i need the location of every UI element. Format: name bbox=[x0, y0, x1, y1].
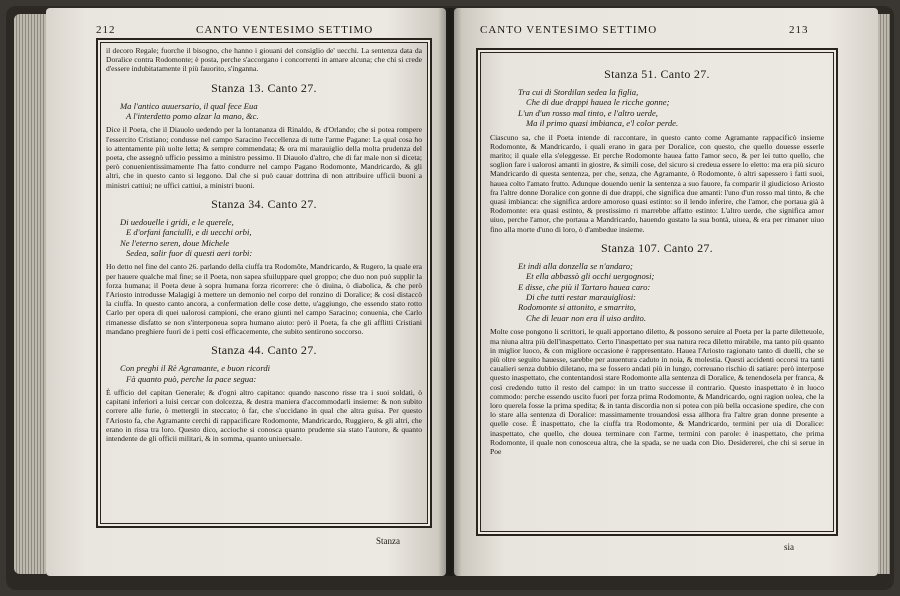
right-running-head: CANTO VENTESIMO SETTIMO bbox=[480, 24, 658, 36]
stanza-heading: Stanza 44. Canto 27. bbox=[211, 343, 317, 358]
verse-line: Di uedouelle i gridi, e le querele, bbox=[120, 216, 234, 227]
right-page-edges bbox=[878, 14, 890, 574]
verse-line: Et ella abbassò gli occhi uergognosi; bbox=[526, 271, 655, 282]
stanza-heading: Stanza 13. Canto 27. bbox=[211, 80, 317, 95]
verse-line: Che di leuar non era il uiso ardito. bbox=[526, 312, 646, 323]
commentary-prose: Dice il Poeta, che il Diauolo uedendo per la lontananza di Rinaldo, & d'Orlando; che si potea rompere l'essercito Cristiano; condusse nel campo Saracino l'eccellenza di tutte l'arme Pagane: La qual cosa ho io attentamente più uolte letta; & sempre commendata; & ora mi marauiglio della molta prudenza del poeta, che assegnò ufficio pessimo a ministro pessimo. Il Diauolo d'altro, che di far male non si diceta; però conuenientissimamente l'ha fatto condurre nel campo Pagano Rodomonte, Mandricardo, & gli altri, che in questo canto si leggono. Dal che si può cauar dottrina di non attribuire ufficii buoni a ministri cattiui; ne uffici cattiui, a ministri buoni. bbox=[106, 125, 422, 190]
verse-line: Ne l'eterno seren, doue Michele bbox=[120, 237, 230, 248]
verse-line: Che di due drappi hauea le ricche gonne; bbox=[526, 97, 670, 108]
verse-line: E d'orfani fanciulli, e di uecchi orbi, bbox=[126, 227, 252, 238]
verse-line: Di che tutti restar marauigliosi: bbox=[526, 292, 636, 303]
commentary-prose: Molte cose pongono li scrittori, le quali apportano diletto, & possono seruire al Poeta per la parte diletteuole, ma niuna altra più dell'inaspettato. Certo l'inaspettato per sua natura reca diletto mirabile, ma tanto più quanto in miglior luoco, & con migliore occasione è rappresentato. Hauea l'Ariosto ragionato tanto di duelli, che se più oltre seguito hauesse, sarebbe per auuentura caduto in noia, & molestia. Questi accidenti occorsi tra tanti caualieri senza dubbio diletano, ma se fossero andati più in lungo, correuano rischio di satiare: però interpose questo inaspettato, che contentandosi stare Rodomonte alla sentenza di Doralice, & tenendosela per franca, & così credendo tutto il resto del campo: in un tratto successe il contrario. Questo inaspettato è in luoco commodo: perche essendo uscito fuori per forza prima Rodomonte, & Mandricardo, ogni ragion uolea, che la loro querela fosse la prima spedita; & in tanta discordia non si potea con più bella occasione spedire, che con lo stare alla sentenza di Doralice: massimamente trouandosi essa allhora fra l'altre gran donne presente a quelle cose. È inaspettato, che la ciuffa tra Rodomonte, & Mandricardo, termini per uia di Doralice: inaspettato, che quello, che douea terminare con l'arme, termini con parole: è inaspettato, che prima Rodomonte, il quale non conosceua altra, che la spada, se ne uada con Dio. Desidererei, che chi si serue in Poe bbox=[490, 327, 824, 456]
right-catchword: sia bbox=[784, 542, 794, 552]
stanza-verse bbox=[106, 101, 422, 122]
commentary-prose: Ciascuno sa, che il Poeta intende di raccontare, in questo canto come Agramante rappacificò insieme Rodomonte, & Mandricardo, i quali erano in gara per Doralice, con questo, che quello douesse esserle marito; il quale ella s'eleggesse. Et perche Rodomonte hauea fatto l'amor seco, & per lei tutto quello, che soglion fare i ualorosi amanti in giostre, & simili cose, del sicuro si credeua essere lo eletto: ma era più sicuro Mandricardo di questa sentenza, per che, senza, che Agramante, ò Rodomonte, ò altri sapessero i fatti suoi, hauea colto l'amato frutto. Adunque douendo uenir la sentenza a suo fauore, fa comparir il giudicioso Ariosto fra l'altre donne Doralice con gonne di due drappi, che significa due amanti: l'uno d'un rosso mal tinto, & che quasi imbianca: che significa ardore amoroso quasi estinto: so il lendo inferire, che l'amor, che portaua già à Rodomonte: era quasi estinto, & prestissimo ri marrebbe affatto estinto: L'altro uerde, che significa amor uiuo, perche l'amor, che portaua a Mandricardo, hauendo gustato la sua bontà, uiuea, & era per rimaner uiuo fino alla morte d'uno di loro, ò d'ambedue insieme. bbox=[490, 132, 824, 234]
verse-line: L'un d'un rosso mal tinto, e l'altro uerde, bbox=[518, 107, 658, 118]
verse-line: A l'interdetto pomo alzar la mano, &c. bbox=[126, 111, 259, 122]
left-page-edges bbox=[14, 14, 46, 574]
verse-line: Con preghi il Rè Agramante, e buon ricordi bbox=[120, 363, 271, 374]
left-page-number: 212 bbox=[96, 24, 116, 36]
commentary-prose: È ufficio del capitan Generale; & d'ogni altro capitano: quando nascono risse tra i suoi soldati, ò capitani inferiori a luisì cercar con dolcezza, & destra maniera d'accommodarli insieme: & non subito correre alle furie, ò mettergli in steccato; ò far, che s'uccidano in qual che altra guisa. Per questo l'Ariosto fa, che Agramante cerchi di rappacificare Rodomonte, Mandricardo, Ruggiero, & gli altri, che erano in rissa tra loro. Questo dico, accioche si conosca quanto prudente sia stato l'autore, & quanto intendente de gli officii militari, & in somma, quanto uniuersale. bbox=[106, 387, 422, 443]
stanza-heading: Stanza 34. Canto 27. bbox=[211, 196, 317, 211]
stanza-heading: Stanza 107. Canto 27. bbox=[601, 240, 713, 255]
left-page bbox=[46, 8, 446, 576]
left-catchword: Stanza bbox=[376, 536, 400, 546]
verse-line: Rodomonte si attonito, e smarrito, bbox=[518, 302, 636, 313]
verse-line: Ma il primo quasi imbianca, e'l color perde. bbox=[526, 118, 679, 129]
verse-line: Ma l'antico auuersario, il qual fece Eua bbox=[120, 100, 258, 111]
stanza-verse bbox=[106, 217, 422, 259]
verse-line: Tra cui di Stordilan sedea la figlia, bbox=[518, 87, 639, 97]
stanza-verse bbox=[490, 261, 824, 323]
right-text-frame bbox=[476, 48, 838, 536]
stanza-heading: Stanza 51. Canto 27. bbox=[604, 67, 710, 81]
stanza-verse bbox=[106, 363, 422, 384]
stanza-verse bbox=[490, 87, 824, 129]
book-gutter bbox=[438, 8, 462, 576]
verse-line: E disse, che più il Tartaro hauea caro: bbox=[518, 281, 651, 292]
right-page-number: 213 bbox=[789, 24, 809, 36]
left-running-head: CANTO VENTESIMO SETTIMO bbox=[196, 24, 374, 36]
right-page bbox=[454, 8, 878, 576]
verse-line: Sedea, salir fuor di questi aeri torbi: bbox=[126, 248, 253, 259]
verse-line: Fà quanto può, perche la pace segua: bbox=[126, 373, 257, 384]
verse-line: Et indi alla donzella se n'andaro; bbox=[518, 260, 633, 271]
left-intro-prose: il decoro Regale; fuorche il bisogno, che hanno i giouani del consiglio de' uecchi. La sentenza data da Doralice contra Rodomonte; è posta, perche s'accorgano i concorrenti in amare alcuna; che chi si crede d'essere indubitatamente il più fauorito, s'inganna. bbox=[106, 46, 422, 74]
left-text-frame bbox=[96, 38, 432, 528]
commentary-prose: Ho detto nel fine del canto 26. parlando della ciuffa tra Rodomôte, Mandricardo, & Rugero, la quale era per hauere qualche mal fine; se il Poeta, non sapea sfuiluppare quel groppo; che duo non può supplir la forza humana; il Poeta deue à sopra humana forza ricorrere: che ò diuina, ò diabolica, & che però l'Ariosto introdusse Malagigi à mettere un demonio nel corpo del ronzino di Doralice; & così distaccò la ciuffa. In questo canto ancora, a confermation delle cose dette, u'aggiungo, che essendo stato rotto Carlo per opera di quei ualorosi campioni, che erano giunti nel campo Saracino; conuenia, che Carlo rimanesse disfatto se non s'interponeua sopra humano aiuto: però il Poeta, fa che gli afflitti Cristiani mandano preghiere fuori de i petti così efficacemente, che subito sentirono soccorso. bbox=[106, 262, 422, 336]
